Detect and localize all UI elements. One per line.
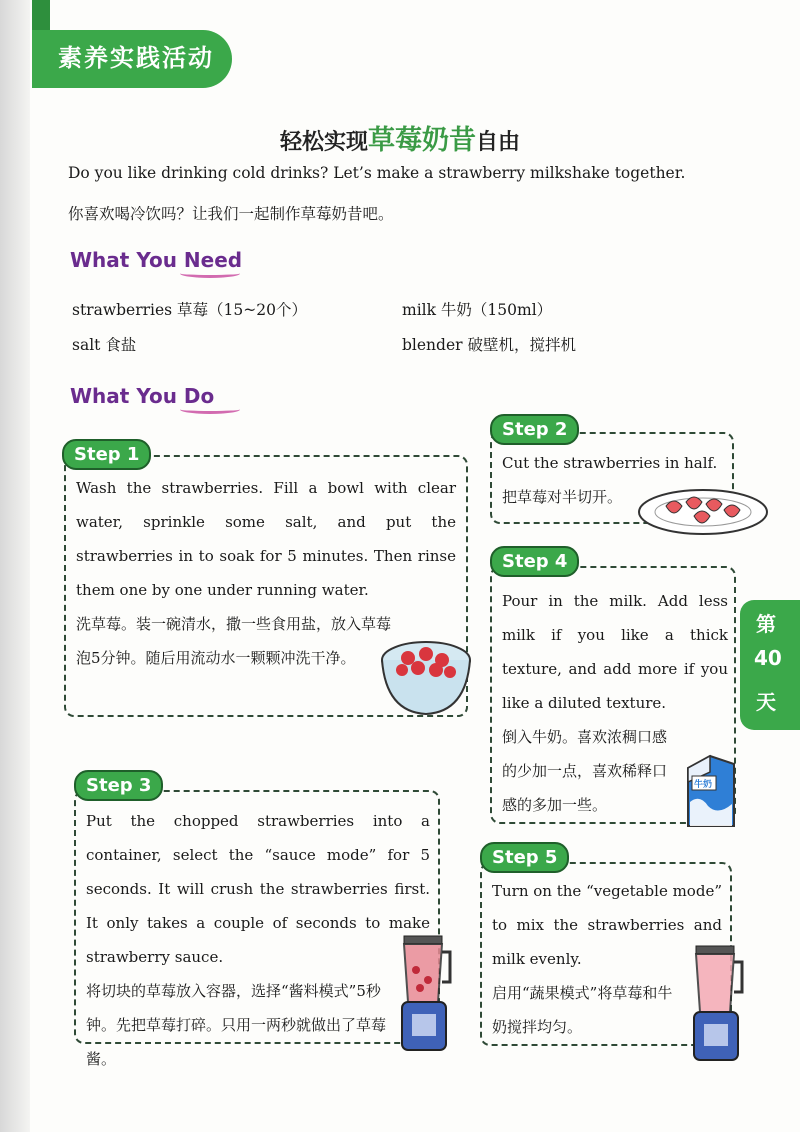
title-suffix: 自由 [476,130,521,155]
title-highlight: 草莓奶昔 [368,125,476,156]
step-5-chinese: 启用“蔬果模式”将草莓和牛奶搅拌均匀。 [492,984,673,1036]
do-heading: What You Do [70,384,214,408]
step-2-english: Cut the strawberries in half. [502,454,718,472]
page-title [0,118,800,157]
step-3-english: Put the chopped strawberries into a container, select the “sauce mode” for 5 seconds. It will crush the strawberries first. It only takes a couple of seconds to make strawberry sauce. [86,812,430,966]
step-4-english: Pour in the milk. Add less milk if you like a thick texture, and add more if you like a diluted texture. [502,592,728,712]
need-item: strawberries 草莓（15~20个） [72,301,307,319]
need-item: blender 破壁机，搅拌机 [402,336,576,354]
title-prefix: 轻松实现 [279,130,368,155]
step-1-label: Step 1 [62,439,151,470]
day-tab-char: 第 [756,612,776,636]
step-2-label: Step 2 [490,414,579,445]
page-binding-edge [0,0,30,1132]
day-tab-char: 天 [756,690,776,714]
step-5-label: Step 5 [480,842,569,873]
banner-title: 素养实践活动 [58,44,214,72]
step-1-chinese: 洗草莓。装一碗清水，撒一些食用盐，放入草莓泡5分钟。随后用流动水一颗颗冲洗干净。 [76,615,392,667]
milk-carton-illustration [680,752,742,830]
intro-chinese: 你喜欢喝冷饮吗？让我们一起制作草莓奶昔吧。 [68,205,394,223]
need-item: salt 食盐 [72,336,137,354]
banner-tab [32,0,50,30]
blender-illustration [394,930,458,1058]
milk-carton-label: 牛奶 [694,780,713,790]
step-3-label: Step 3 [74,770,163,801]
step-4-label: Step 4 [490,546,579,577]
need-item: milk 牛奶（150ml） [402,301,553,319]
step-2-chinese: 把草莓对半切开。 [502,488,623,506]
step-4-chinese: 倒入牛奶。喜欢浓稠口感的少加一点，喜欢稀释口感的多加一些。 [502,728,668,814]
day-tab [740,600,800,730]
step-1-english: Wash the strawberries. Fill a bowl with clear water, sprinkle some salt, and put the strawberries in to soak for 5 minutes. Then rinse them one by one under running water. [76,479,456,599]
intro-english: Do you like drinking cold drinks? Let’s make a strawberry milkshake together. [68,164,686,182]
day-tab-number: 40 [754,646,782,670]
blender-illustration [686,940,750,1068]
cut-strawberries-plate-illustration [636,482,770,536]
step-3-chinese: 将切块的草莓放入容器，选择“酱料模式”5秒钟。先把草莓打碎。只用一两秒就做出了草莓酱。 [86,982,387,1068]
step-5-english: Turn on the “vegetable mode” to mix the strawberries and milk evenly. [492,882,722,968]
need-heading: What You Need [70,248,242,272]
step-3-box [74,790,440,1068]
strawberry-bowl-illustration [378,630,474,720]
